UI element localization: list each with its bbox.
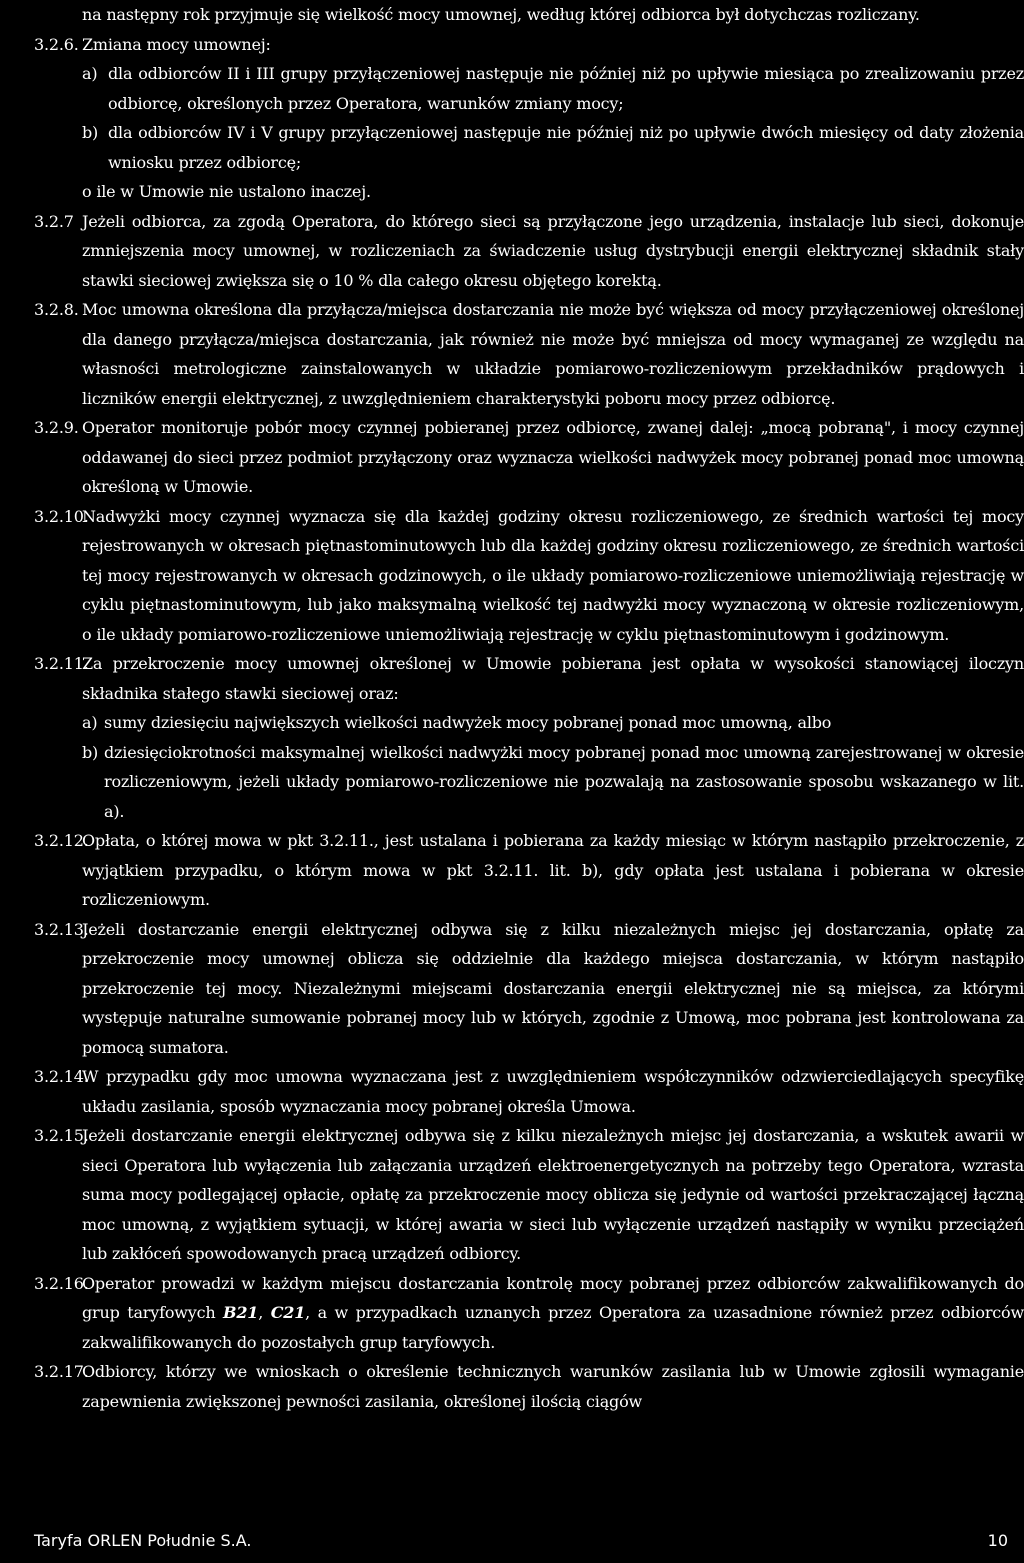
section-text: Opłata, o której mowa w pkt 3.2.11., jest ustalana i pobierana za każdy miesiąc w którym nastąpiło przekroczenie, z wyjątkiem przypadku, o którym mowa w pkt 3.2.11. lit. b), gdy opłata jest ustalana i pobierana w okresie rozliczeniowym. — [82, 831, 1024, 909]
section-number: 3.2.16. — [34, 1273, 89, 1293]
section-text: Zmiana mocy umownej: — [82, 34, 271, 54]
item-label: b) — [82, 742, 99, 762]
item-list — [82, 59, 1024, 177]
section-number: 3.2.17. — [34, 1362, 89, 1381]
list-item — [82, 118, 1024, 177]
page-number: 10 — [987, 1531, 1008, 1550]
section-3-2-12 — [34, 826, 1024, 915]
section-number: 3.2.6. — [34, 34, 79, 54]
item-text: dla odbiorców IV i V grupy przyłączeniowej następuje nie później niż po upływie dwóch miesięcy od daty złożenia wniosku przez odbiorcę; — [108, 123, 1024, 172]
section-text: Jeżeli odbiorca, za zgodą Operatora, do którego sieci są przyłączone jego urządzenia, instalacje lub sieci, dokonuje zmniejszenia mocy umownej, w rozliczeniach za świadczenie usług dystrybucji energii elektrycznej składnik stały stawki sieciowej zwiększa się o 10 % dla całego okresu objętego korektą. — [82, 211, 1024, 290]
section-number: 3.2.7 — [34, 211, 74, 231]
section-number: 3.2.15. — [34, 1126, 89, 1145]
section-3-2-17 — [34, 1357, 1024, 1416]
item-list — [82, 708, 1024, 826]
tariff-separator: , — [258, 1303, 271, 1322]
section-text-before: Operator prowadzi w każdym miejscu dostarczania kontrolę mocy pobranej przez odbiorców zakwalifikowanych do grup taryfowych — [82, 1273, 1024, 1322]
section-number: 3.2.14. — [34, 1067, 89, 1086]
section-3-2-6 — [34, 30, 1024, 207]
section-text: Nadwyżki mocy czynnej wyznacza się dla każdej godziny okresu rozliczeniowego, ze średnich wartości tej mocy rejestrowanych w okresach piętnastominutowych lub dla każdej godziny okresu rozliczeniowego, ze średnich wartości tej mocy rejestrowanych w okresach godzinowych, o ile układy pomiarowo-rozliczeniowe uniemożliwiają rejestrację w cyklu piętnastominutowym, lub jako maksymalną wielkość tej nadwyżki mocy wyznaczoną w okresie rozliczeniowym, o ile układy pomiarowo-rozliczeniowe uniemożliwiają rejestrację w cyklu piętnastominutowym i godzinowym. — [82, 506, 1024, 644]
item-text: dla odbiorców II i III grupy przyłączeniowej następuje nie później niż po upływie miesiąca po zrealizowaniu przez odbiorcę, określonych przez Operatora, warunków zmiany mocy; — [108, 64, 1024, 113]
item-label: b) — [82, 123, 99, 142]
section-3-2-14 — [34, 1062, 1024, 1121]
tariff-group-c21: C21 — [270, 1303, 306, 1322]
document-body — [34, 0, 1024, 1416]
section-text: Jeżeli dostarczanie energii elektrycznej odbywa się z kilku niezależnych miejsc jej dostarczania, opłatę za przekroczenie mocy umownej oblicza się oddzielnie dla każdego miejsca dostarczania, w którym nastąpiło przekroczenie tej mocy. Niezależnymi miejscami dostarczania energii elektrycznej nie są miejsca, za którymi występuje naturalne sumowanie pobranej mocy lub w których, zgodnie z Umową, moc pobrana jest kontrolowana za pomocą sumatora. — [82, 919, 1024, 1057]
list-item — [82, 59, 1024, 118]
item-text: dziesięciokrotności maksymalnej wielkości nadwyżki mocy pobranej ponad moc umowną zarejestrowanej w okresie rozliczeniowym, jeżeli układy pomiarowo-rozliczeniowe nie pozwalają na zastosowanie sposobu wskazanego w lit. a). — [104, 742, 1024, 821]
item-label: a) — [82, 713, 98, 732]
section-text: Moc umowna określona dla przyłącza/miejsca dostarczania nie może być większa od mocy przyłączeniowej określonej dla danego przyłącza/miejsca dostarczania, jak również nie może być mniejsza od mocy wymaganej ze względu na własności metrologiczne zainstalowanych w układzie pomiarowo-rozliczeniowym przekładników prądowych i liczników energii elektrycznej, z uwzględnieniem charakterystyki poboru mocy przez odbiorcę. — [82, 300, 1024, 408]
section-3-2-7 — [34, 207, 1024, 296]
intro-text: na następny rok przyjmuje się wielkość mocy umownej, według której odbiorca był dotychczas rozliczany. — [82, 5, 920, 24]
section-number: 3.2.9. — [34, 418, 79, 437]
section-3-2-8 — [34, 295, 1024, 413]
list-item — [82, 738, 1024, 827]
intro-paragraph — [34, 0, 1024, 30]
footer-title: Taryfa ORLEN Południe S.A. — [34, 1531, 252, 1550]
section-3-2-16 — [34, 1269, 1024, 1358]
section-text: Odbiorcy, którzy we wnioskach o określenie technicznych warunków zasilania lub w Umowie zgłosili wymaganie zapewnienia zwiększonej pewności zasilania, określonej ilością ciągów — [82, 1362, 1024, 1411]
section-text: W przypadku gdy moc umowna wyznaczana jest z uwzględnieniem współczynników odzwierciedlających specyfikę układu zasilania, sposób wyznaczania mocy pobranej określa Umowa. — [82, 1067, 1024, 1116]
section-number: 3.2.10. — [34, 506, 89, 526]
item-label: a) — [82, 64, 98, 83]
section-number: 3.2.12. — [34, 831, 89, 850]
section-3-2-10 — [34, 502, 1024, 650]
section-number: 3.2.8. — [34, 300, 79, 319]
section-text — [82, 1269, 1024, 1358]
section-text: Jeżeli dostarczanie energii elektrycznej odbywa się z kilku niezależnych miejsc jej dostarczania, a wskutek awarii w sieci Operatora lub wyłączenia lub załączania urządzeń elektroenergetycznych na potrzeby tego Operatora, wzrasta suma mocy podlegającej opłacie, opłatę za przekroczenie mocy oblicza się jedynie od wartości przekraczającej łączną moc umowną, z wyjątkiem sytuacji, w której awaria w sieci lub wyłączenie urządzeń nastąpiły w wyniku przeciążeń lub zakłóceń spowodowanych pracą urządzeń odbiorcy. — [82, 1126, 1024, 1263]
section-3-2-13 — [34, 915, 1024, 1063]
tariff-group-b21: B21 — [223, 1303, 259, 1322]
section-tail: o ile w Umowie nie ustalono inaczej. — [82, 182, 371, 201]
section-text: Operator monitoruje pobór mocy czynnej pobieranej przez odbiorcę, zwanej dalej: „mocą pobraną", i mocy czynnej oddawanej do sieci przez podmiot przyłączony oraz wyznacza wielkości nadwyżek mocy pobranej ponad moc umowną określoną w Umowie. — [82, 418, 1024, 496]
section-text: Za przekroczenie mocy umownej określonej w Umowie pobierana jest opłata w wysokości stanowiącej iloczyn składnika stałego stawki sieciowej oraz: — [82, 654, 1024, 703]
section-text-after: , a w przypadkach uznanych przez Operatora za uzasadnione również przez odbiorców zakwalifikowanych do pozostałych grup taryfowych. — [82, 1303, 1024, 1352]
page-footer — [0, 1531, 1024, 1561]
section-3-2-15 — [34, 1121, 1024, 1269]
section-number: 3.2.13. — [34, 919, 89, 939]
section-number: 3.2.11. — [34, 654, 89, 673]
list-item — [82, 708, 1024, 738]
section-3-2-11 — [34, 649, 1024, 826]
item-text: sumy dziesięciu największych wielkości nadwyżek mocy pobranej ponad moc umowną, albo — [104, 713, 832, 732]
section-3-2-9 — [34, 413, 1024, 502]
